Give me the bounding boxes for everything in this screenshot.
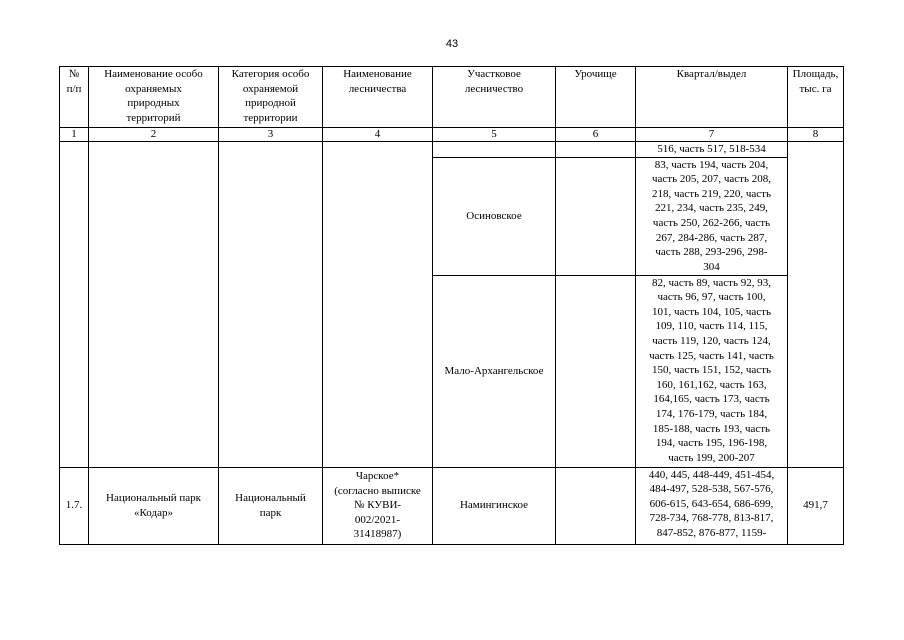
text-line: территории xyxy=(243,111,298,124)
column-number: 7 xyxy=(636,128,788,142)
text-line: охраняемых xyxy=(125,82,182,95)
header-district-forestry xyxy=(433,67,556,128)
column-number: 8 xyxy=(788,128,844,142)
empty-cell xyxy=(556,157,636,275)
text-line: 150, часть 151, 152, часть xyxy=(652,364,771,377)
text-line: охраняемой xyxy=(242,82,299,95)
empty-cell xyxy=(60,142,89,468)
text-line: Квартал/выдел xyxy=(676,68,747,80)
column-number: 3 xyxy=(219,128,323,142)
text-line: часть 199, 200-207 xyxy=(668,451,755,464)
text-line: 101, часть 104, 105, часть xyxy=(652,305,771,318)
district-osinovskoe: Осиновское xyxy=(433,157,556,275)
text-line: Наименование xyxy=(343,68,412,80)
text-line: парк xyxy=(259,506,282,519)
column-number: 5 xyxy=(433,128,556,142)
text-line: часть 205, 207, часть 208, xyxy=(652,173,771,186)
text-line: Площадь, xyxy=(792,68,839,80)
empty-cell xyxy=(433,142,556,158)
text-line: лесничество xyxy=(464,82,524,95)
text-line: № xyxy=(68,68,80,80)
continuation-quarters xyxy=(636,142,788,158)
text-line: 728-734, 768-778, 813-817, xyxy=(649,512,774,525)
empty-cell xyxy=(788,142,844,468)
header-tract xyxy=(556,67,636,128)
empty-cell xyxy=(556,142,636,158)
text-line: 174, 176-179, часть 184, xyxy=(655,407,768,420)
empty-cell xyxy=(219,142,323,468)
text-line: Национальный xyxy=(235,492,306,504)
text-line: Наименование особо xyxy=(104,68,203,80)
text-line: п/п xyxy=(66,82,82,95)
text-line: 194, часть 195, 196-198, xyxy=(655,437,768,450)
protected-areas-table xyxy=(59,66,844,545)
empty-cell xyxy=(323,142,433,468)
column-number: 4 xyxy=(323,128,433,142)
text-line: часть 96, 97, часть 100, xyxy=(657,291,766,304)
text-line: 516, часть 517, 518-534 xyxy=(657,143,766,155)
text-line: Национальный парк xyxy=(106,492,201,504)
column-number: 1 xyxy=(60,128,89,142)
header-area xyxy=(788,67,844,128)
text-line: 221, 234, часть 235, 249, xyxy=(654,202,769,215)
column-number-row xyxy=(60,128,844,142)
park-category xyxy=(219,467,323,544)
header-name xyxy=(89,67,219,128)
malo-arkhangelskoe-quarters xyxy=(636,275,788,467)
row-number: 1.7. xyxy=(60,467,89,544)
empty-cell xyxy=(556,275,636,467)
text-line: природных xyxy=(127,97,180,110)
empty-cell xyxy=(89,142,219,468)
text-line: 31418987) xyxy=(353,528,402,541)
header-quarter xyxy=(636,67,788,128)
district-malo-arkhangelskoe: Мало-Архангельское xyxy=(433,275,556,467)
forestry-name xyxy=(323,467,433,544)
text-line: 83, часть 194, часть 204, xyxy=(654,158,769,171)
text-line: 002/2021- xyxy=(354,513,401,526)
text-line: 440, 445, 448-449, 451-454, xyxy=(648,468,775,481)
area-value: 491,7 xyxy=(788,467,844,544)
text-line: (согласно выписке xyxy=(334,484,421,497)
text-line: 606-615, 643-654, 686-699, xyxy=(649,497,774,510)
text-line: Урочище xyxy=(574,68,617,80)
column-number: 6 xyxy=(556,128,636,142)
park-name xyxy=(89,467,219,544)
text-line: часть 250, 262-266, часть xyxy=(652,216,771,229)
text-line: тыс. га xyxy=(799,82,832,95)
text-line: Участковое xyxy=(467,68,521,80)
header-row xyxy=(60,67,844,128)
text-line: 484-497, 528-538, 567-576, xyxy=(649,483,774,496)
page-number: 43 xyxy=(445,38,459,50)
kodar-quarters xyxy=(636,467,788,544)
text-line: часть 125, часть 141, часть xyxy=(649,349,774,362)
text-line: «Кодар» xyxy=(134,506,173,519)
text-line: 304 xyxy=(703,260,720,273)
text-line: 82, часть 89, часть 92, 93, xyxy=(652,276,771,289)
district-namingin: Намингинское xyxy=(433,467,556,544)
text-line: часть 119, 120, часть 124, xyxy=(652,334,771,347)
text-line: 164,165, часть 173, часть xyxy=(653,393,770,406)
text-line: 160, 161,162, часть 163, xyxy=(656,378,767,391)
text-line: 847-852, 876-877, 1159- xyxy=(656,526,767,539)
text-line: природной xyxy=(245,97,296,110)
continuation-row xyxy=(60,142,844,158)
text-line: 109, 110, часть 114, 115, xyxy=(655,320,768,333)
text-line: территорий xyxy=(126,111,181,124)
text-line: № КУВИ- xyxy=(353,499,402,512)
text-line: часть 288, 293-296, 298- xyxy=(655,246,768,259)
header-number xyxy=(60,67,89,128)
kodar-row xyxy=(60,467,844,544)
osinovskoe-quarters xyxy=(636,157,788,275)
text-line: 218, часть 219, 220, часть xyxy=(652,187,771,200)
text-line: лесничества xyxy=(348,82,407,95)
header-forestry xyxy=(323,67,433,128)
tract-cell xyxy=(556,467,636,544)
text-line: Категория особо xyxy=(231,68,310,80)
text-line: 185-188, часть 193, часть xyxy=(652,422,771,435)
text-line: 267, 284-286, часть 287, xyxy=(655,231,768,244)
text-line: Чарское* xyxy=(355,470,400,483)
header-category xyxy=(219,67,323,128)
column-number: 2 xyxy=(89,128,219,142)
